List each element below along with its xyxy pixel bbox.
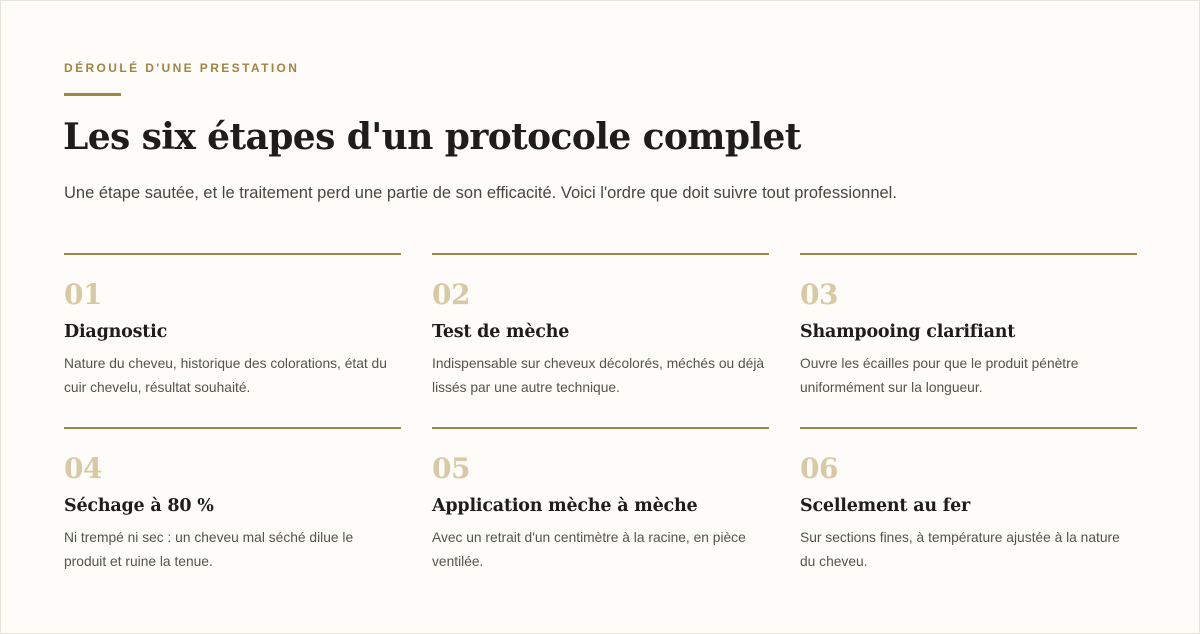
section-eyebrow: DÉROULÉ D'UNE PRESTATION xyxy=(64,61,300,75)
step-card-1 xyxy=(64,253,401,427)
step-description: Avec un retrait d'un centimètre à la racine, en pièce ventilée. xyxy=(432,530,746,569)
step-number: 05 xyxy=(432,452,470,485)
step-card-3 xyxy=(800,253,1137,427)
step-card-6 xyxy=(800,427,1137,601)
step-card-2 xyxy=(432,253,769,427)
steps-grid xyxy=(64,253,1136,601)
step-description: Nature du cheveu, historique des colorations, état du cuir chevelu, résultat souhaité. xyxy=(64,356,387,395)
step-card-5 xyxy=(432,427,769,601)
step-number: 01 xyxy=(64,278,102,311)
step-title: Diagnostic xyxy=(64,322,168,342)
step-description: Ouvre les écailles pour que le produit pénètre uniformément sur la longueur. xyxy=(800,356,1079,395)
step-title: Scellement au fer xyxy=(800,496,971,516)
step-card-4 xyxy=(64,427,401,601)
step-number: 06 xyxy=(800,452,838,485)
page-title: Les six étapes d'un protocole complet xyxy=(63,116,801,158)
step-title: Application mèche à mèche xyxy=(432,496,698,516)
step-description: Sur sections fines, à température ajustée à la nature du cheveu. xyxy=(800,530,1120,569)
step-title: Séchage à 80 % xyxy=(64,496,214,516)
step-title: Test de mèche xyxy=(432,322,570,342)
step-number: 03 xyxy=(800,278,838,311)
step-number: 02 xyxy=(432,278,470,311)
page-subtitle: Une étape sautée, et le traitement perd une partie de son efficacité. Voici l'ordre que doit suivre tout professionnel. xyxy=(64,184,897,202)
step-description: Ni trempé ni sec : un cheveu mal séché dilue le produit et ruine la tenue. xyxy=(64,530,354,569)
step-title: Shampooing clarifiant xyxy=(800,322,1016,342)
step-number: 04 xyxy=(64,452,102,485)
step-description: Indispensable sur cheveux décolorés, méchés ou déjà lissés par une autre technique. xyxy=(432,356,765,395)
eyebrow-divider xyxy=(64,93,121,96)
